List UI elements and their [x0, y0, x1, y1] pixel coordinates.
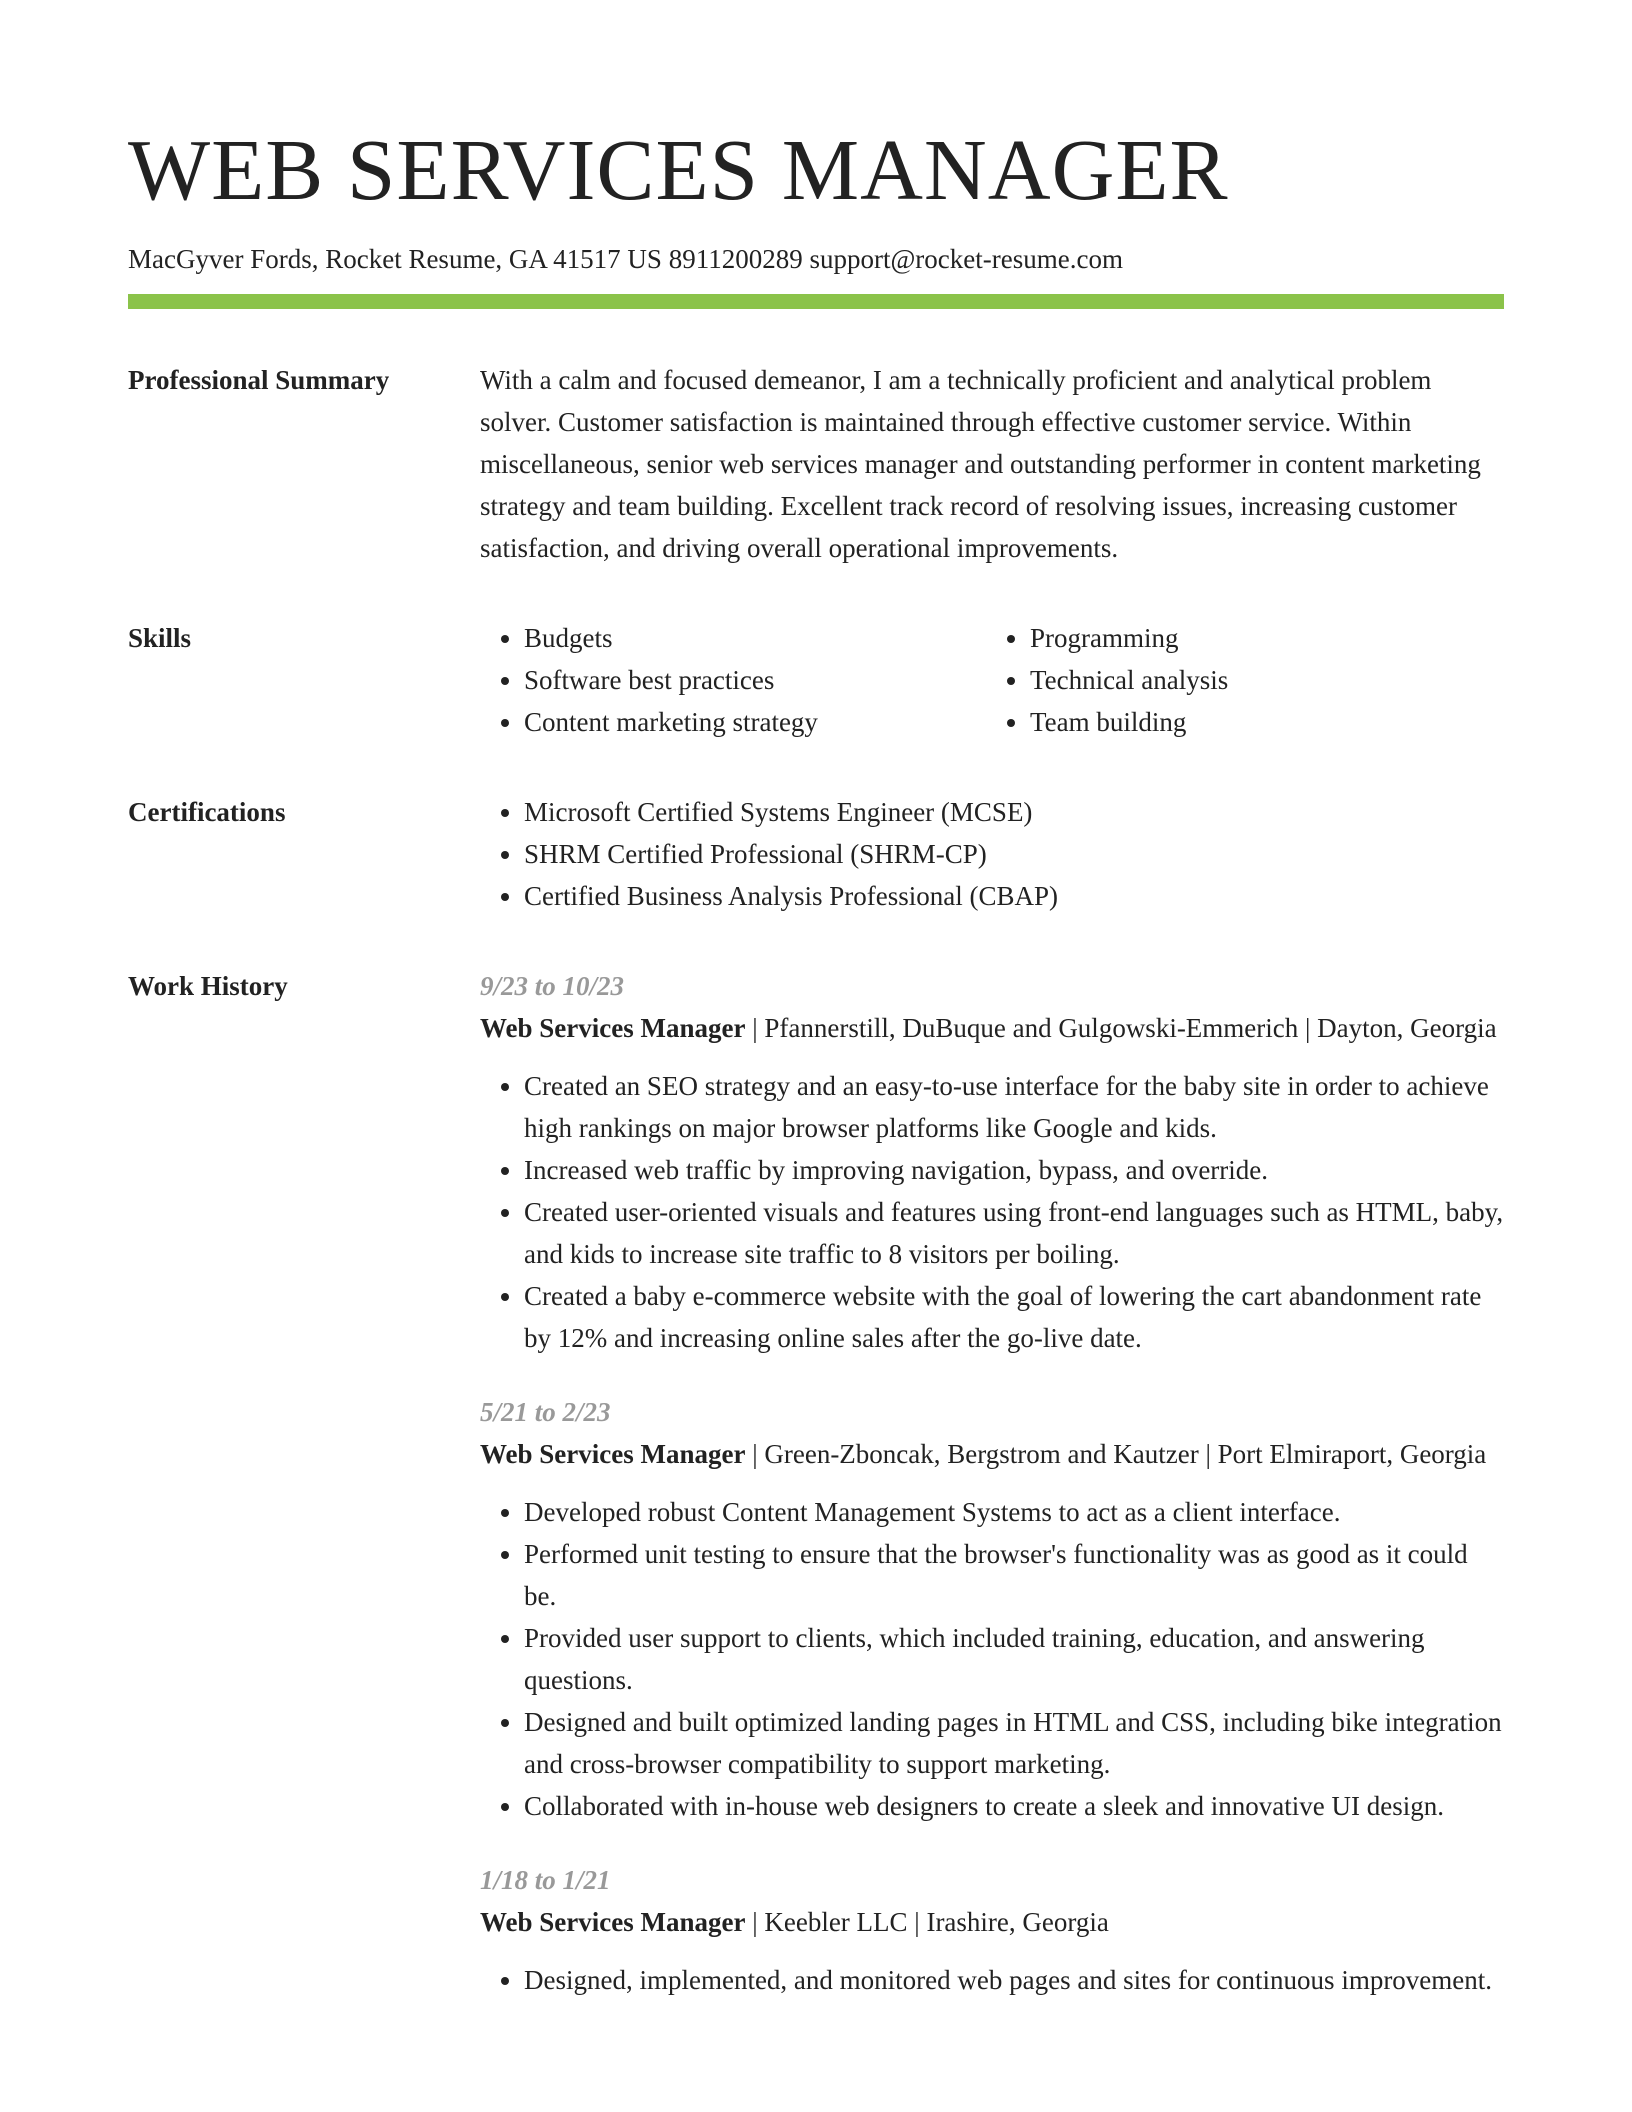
- job-entry: [480, 965, 1504, 1359]
- job-title: Web Services Manager: [480, 1013, 746, 1043]
- section-heading: Skills: [128, 623, 192, 653]
- resume-title: WEB SERVICES MANAGER: [128, 121, 1229, 218]
- list-item: • Team building: [1030, 701, 1490, 743]
- list-item: • Created an SEO strategy and an easy-to-use interface for the baby site in order to achieve high rankings on major browser platforms like Google and kids.: [524, 1065, 1504, 1149]
- job-dates: 1/18 to 1/21: [480, 1865, 611, 1895]
- list-item: • Microsoft Certified Systems Engineer (MCSE): [524, 791, 1504, 833]
- list-item: • Created a baby e-commerce website with the goal of lowering the cart abandonment rate by 12% and increasing online sales after the go-live date.: [524, 1275, 1504, 1359]
- skills-list-right: [984, 617, 1490, 743]
- list-item: • Designed, implemented, and monitored web pages and sites for continuous improvement.: [524, 1959, 1504, 2001]
- list-item: • Programming: [1030, 617, 1490, 659]
- list-item: • Collaborated with in-house web designers to create a sleek and innovative UI design.: [524, 1785, 1504, 1827]
- list-item: • Performed unit testing to ensure that the browser's functionality was as good as it could be.: [524, 1533, 1504, 1617]
- list-item: • Designed and built optimized landing pages in HTML and CSS, including bike integration and cross-browser compatibility to support marketing.: [524, 1701, 1504, 1785]
- job-bullets: [480, 1491, 1504, 1827]
- list-item: • SHRM Certified Professional (SHRM-CP): [524, 833, 1504, 875]
- list-item: • Software best practices: [524, 659, 984, 701]
- list-item: • Technical analysis: [1030, 659, 1490, 701]
- job-title: Web Services Manager: [480, 1907, 746, 1937]
- list-item: • Developed robust Content Management Systems to act as a client interface.: [524, 1491, 1504, 1533]
- list-item: • Increased web traffic by improving navigation, bypass, and override.: [524, 1149, 1504, 1191]
- job-heading: [480, 1007, 1504, 1049]
- job-details: | Pfannerstill, DuBuque and Gulgowski-Emmerich | Dayton, Georgia: [745, 1013, 1497, 1043]
- section-heading: Professional Summary: [128, 365, 390, 395]
- summary-section: [128, 359, 1504, 569]
- list-item: • Certified Business Analysis Professional (CBAP): [524, 875, 1504, 917]
- list-item: • Created user-oriented visuals and features using front-end languages such as HTML, baby, and kids to increase site traffic to 8 visitors per boiling.: [524, 1191, 1504, 1275]
- job-heading: [480, 1901, 1504, 1943]
- job-bullets: [480, 1065, 1504, 1359]
- list-item: • Provided user support to clients, which included training, education, and answering questions.: [524, 1617, 1504, 1701]
- work-history-section: [128, 965, 1504, 2033]
- job-details: | Keebler LLC | Irashire, Georgia: [745, 1907, 1109, 1937]
- job-details: | Green-Zboncak, Bergstrom and Kautzer | Port Elmiraport, Georgia: [745, 1439, 1487, 1469]
- section-heading: Work History: [128, 971, 288, 1001]
- resume-page: [128, 0, 1504, 2033]
- skills-list-left: [480, 617, 984, 743]
- job-dates: 9/23 to 10/23: [480, 971, 625, 1001]
- summary-text: With a calm and focused demeanor, I am a technically proficient and analytical problem solver. Customer satisfaction is maintained through effective customer service. Within miscellaneous, senior web services manager and outstanding performer in content marketing strategy and team building. Excellent track record of resolving issues, increasing customer satisfaction, and driving overall operational improvements.: [480, 365, 1481, 563]
- job-title: Web Services Manager: [480, 1439, 746, 1469]
- job-dates: 5/21 to 2/23: [480, 1397, 611, 1427]
- certifications-list: [480, 791, 1504, 917]
- certifications-section: [128, 791, 1504, 917]
- list-item: • Budgets: [524, 617, 984, 659]
- contact-line: MacGyver Fords, Rocket Resume, GA 41517 US 8911200289 support@rocket-resume.com: [128, 244, 1123, 274]
- list-item: • Content marketing strategy: [524, 701, 984, 743]
- job-heading: [480, 1433, 1504, 1475]
- job-entry: [480, 1859, 1504, 2001]
- section-heading: Certifications: [128, 797, 286, 827]
- job-bullets: [480, 1959, 1504, 2001]
- header-divider: [128, 294, 1504, 309]
- job-entry: [480, 1391, 1504, 1827]
- skills-section: [128, 617, 1504, 743]
